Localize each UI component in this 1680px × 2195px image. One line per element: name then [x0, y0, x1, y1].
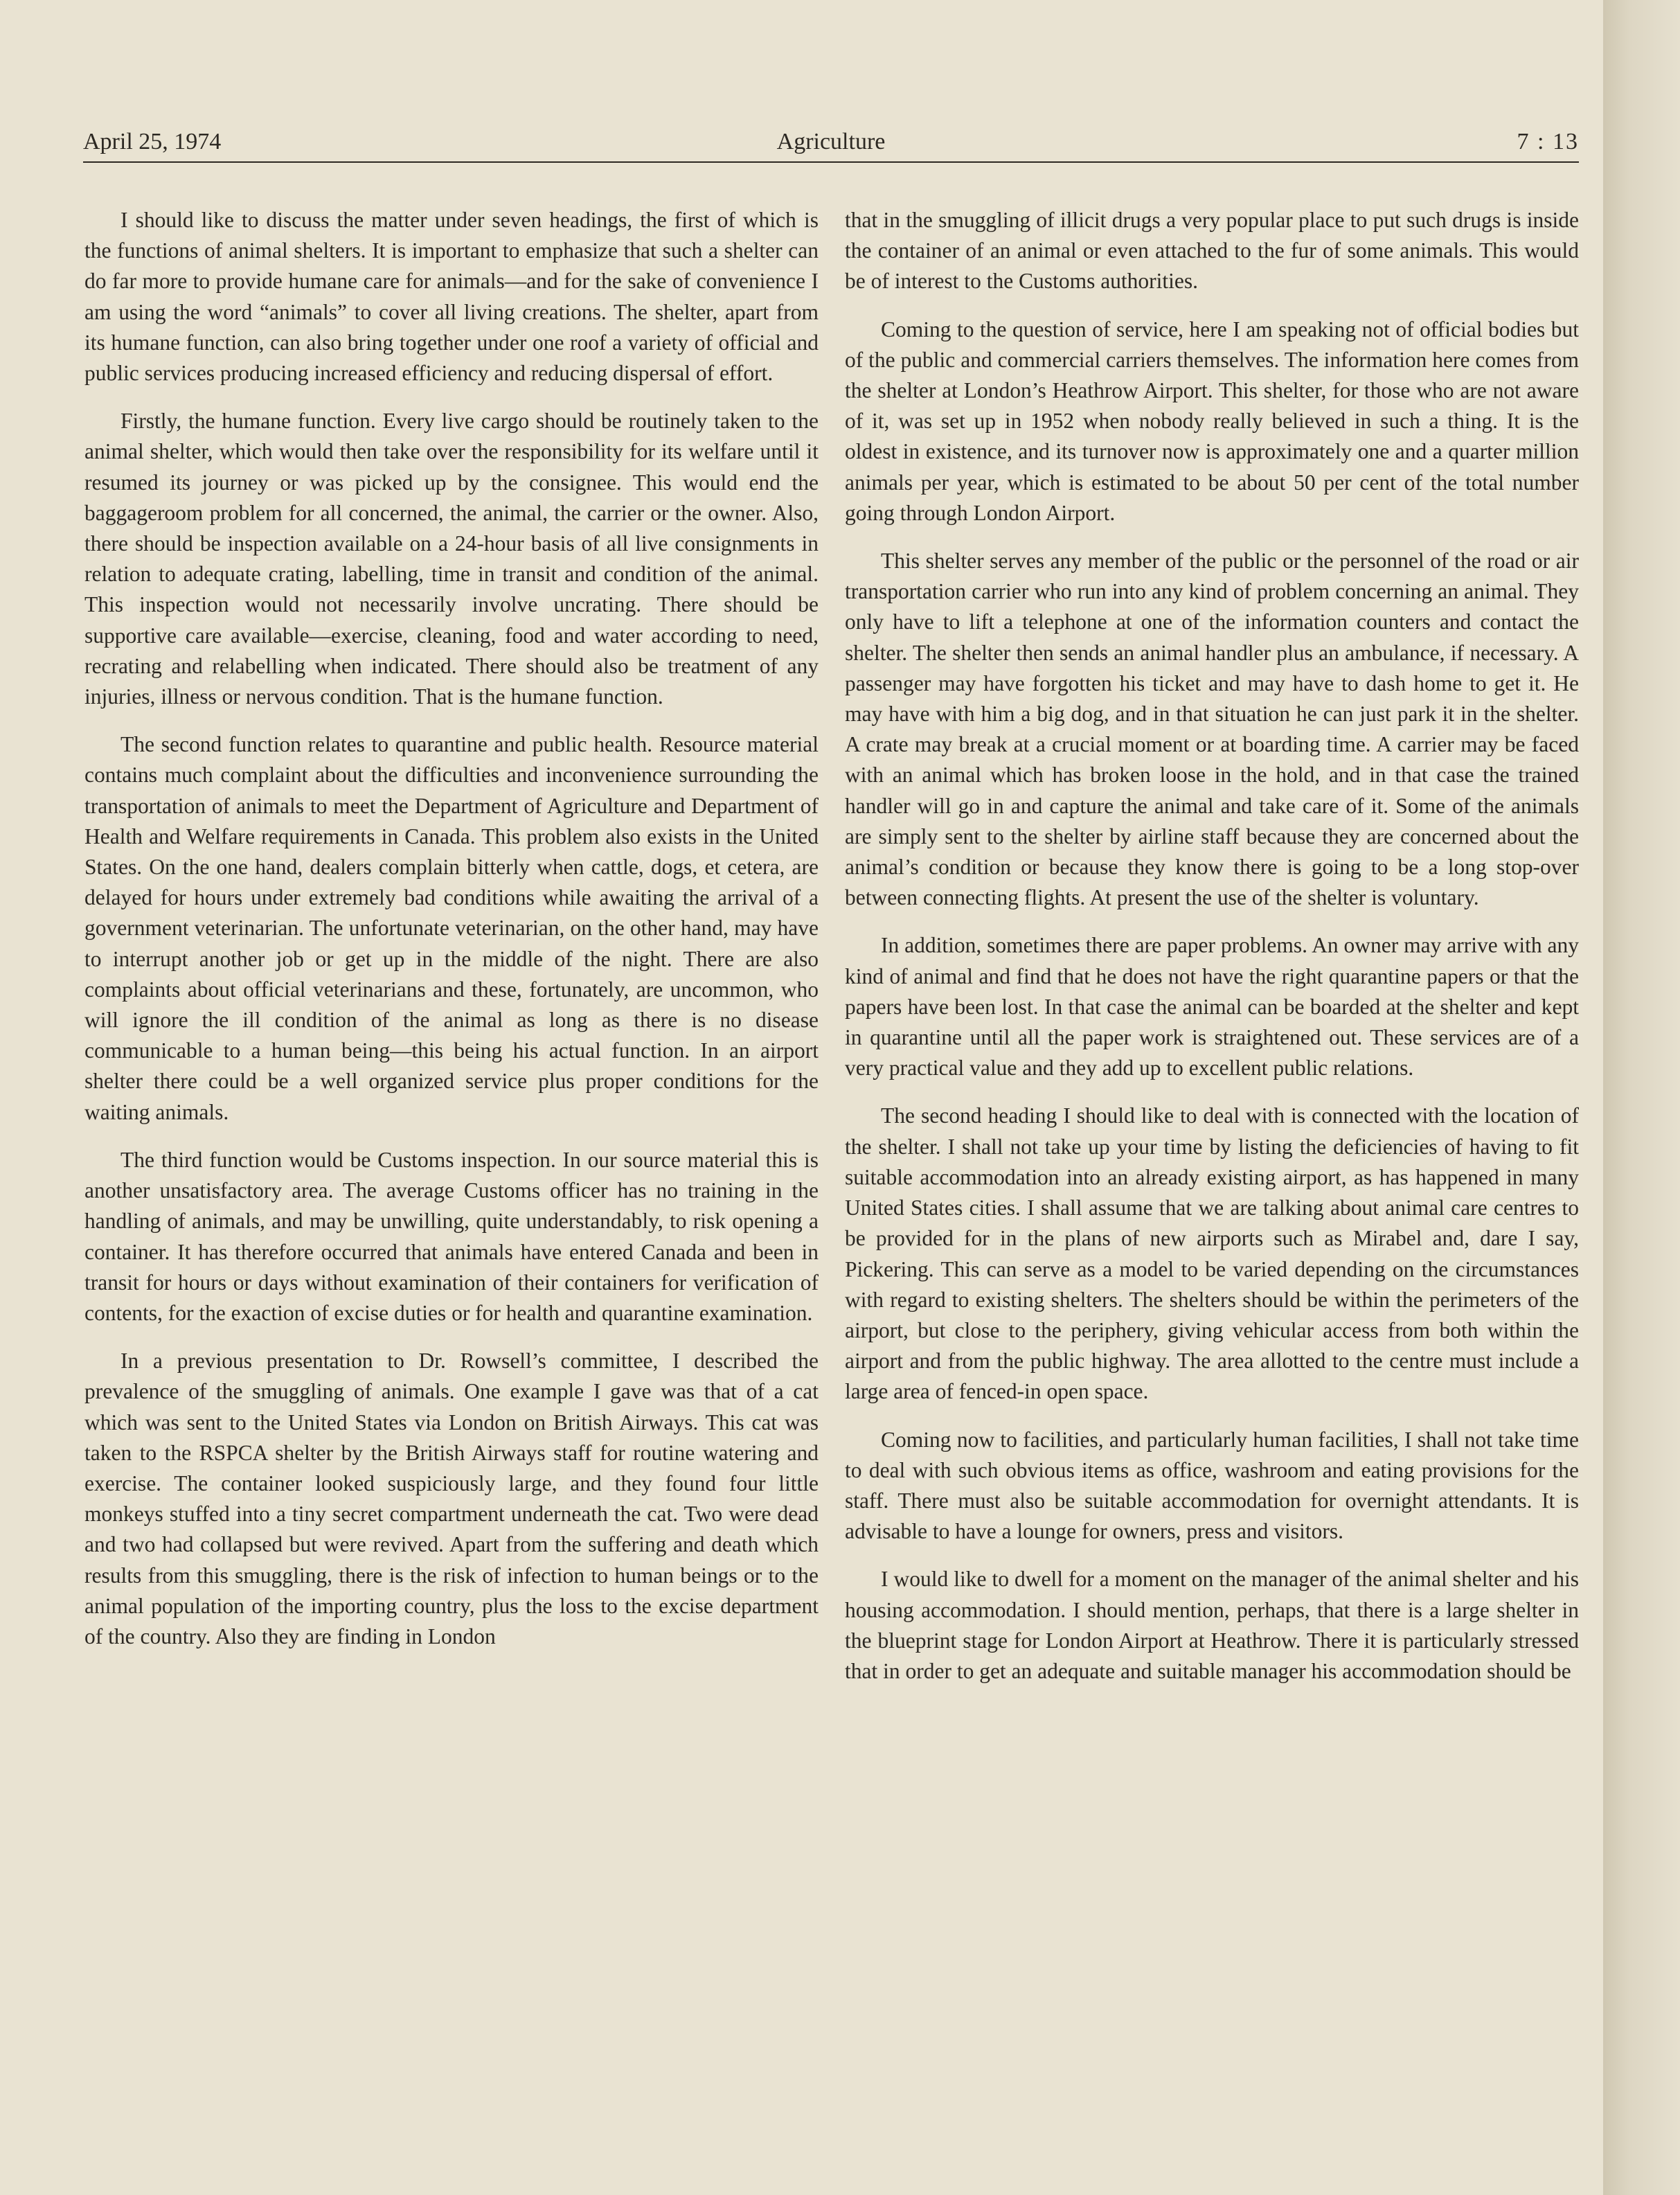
paragraph: Coming now to facilities, and particularly human facilities, I shall not take time to deal with such obvious items as office, washroom and eating provisions for the staff. There must also be suitable accommodation for overnight attendants. It is advisable to have a lounge for owners, press and visitors. — [845, 1427, 1579, 1544]
paragraph-continued: that in the smuggling of illicit drugs a very popular place to put such drugs is inside the container of an animal or even attached to the fur of some animals. This would be of interest to the Customs authorities. — [845, 208, 1579, 294]
paragraph: Firstly, the humane function. Every live cargo should be routinely taken to the animal shelter, which would then take over the responsibility for its welfare until it resumed its journey or was picked up by the consignee. This would end the baggageroom problem for all concerned, the animal, the carrier or the owner. Also, there should be inspection available on a 24-hour basis of all live consignments in relation to adequate crating, labelling, time in transit and condition of the animal. This inspection would not necessarily involve uncrating. There should be supportive care available—exercise, cleaning, food and water according to need, recrating and relabelling when indicated. There should also be treatment of any injuries, illness or nervous condition. That is the humane function. — [84, 409, 819, 709]
header-section-title: Agriculture — [776, 129, 886, 154]
paragraph: The second function relates to quarantine and public health. Resource material contains much complaint about the difficulties and inconvenience surrounding the transportation of animals to meet the Department of Agriculture and Department of Health and Welfare requirements in Canada. This problem also exists in the United States. On the one hand, dealers complain bitterly when cattle, dogs, et cetera, are delayed for hours under extremely bad conditions while awaiting the arrival of a government veterinarian. The unfortunate veterinarian, on the other hand, may have to interrupt another job or get up in the middle of the night. There are also complaints about official veterinarians and these, fortunately, are uncommon, who will ignore the ill condition of the animal as long as there is no disease communicable to a human being—this being his actual function. In an airport shelter there could be a well organized service plus proper conditions for the waiting animals. — [84, 732, 819, 1124]
paragraph: In addition, sometimes there are paper problems. An owner may arrive with any kind of animal and find that he does not have the right quarantine papers or that the papers have been lost. In that case the animal can be boarded at the shelter and kept in quarantine until all the paper work is straightened out. These services are of a very practical value and they add up to excellent public relations. — [845, 933, 1579, 1081]
left-column — [84, 205, 819, 1669]
paragraph: Coming to the question of service, here I am speaking not of official bodies but of the public and commercial carriers themselves. The information here comes from the shelter at London’s Heathrow Airport. This shelter, for those who are not aware of it, was set up in 1952 when nobody really believed in such a thing. It is the oldest in existence, and its turnover now is approximately one and a quarter million animals per year, which is estimated to be about 50 per cent of the total number going through London Airport. — [845, 317, 1579, 525]
paragraph: The third function would be Customs inspection. In our source material this is another unsatisfactory area. The average Customs officer has no training in the handling of animals, and may be unwilling, quite understandably, to risk opening a container. It has therefore occurred that animals have entered Canada and been in transit for hours or days without examination of their containers for verification of contents, for the exaction of excise duties or for health and quarantine examination. — [84, 1147, 819, 1325]
page-edge — [1603, 0, 1680, 2195]
paragraph: I should like to discuss the matter under seven headings, the first of which is the functions of animal shelters. It is important to emphasize that such a shelter can do far more to provide humane care for animals—and for the sake of convenience I am using the word “animals” to cover all living creations. The shelter, apart from its humane function, can also bring together under one roof a variety of official and public services producing increased efficiency and reducing dispersal of effort. — [84, 208, 819, 386]
header-date: April 25, 1974 — [83, 129, 222, 154]
paragraph: I would like to dwell for a moment on the manager of the animal shelter and his housing accommodation. I should mention, perhaps, that there is a large shelter in the blueprint stage for London Airport at Heathrow. There it is particularly stressed that in order to get an adequate and suitable manager his accommodation should be — [845, 1567, 1579, 1683]
paragraph: The second heading I should like to deal with is connected with the location of the shelter. I shall not take up your time by listing the deficiencies of having to fit suitable accommodation into an already existing airport, as has happened in many United States cities. I shall assume that we are talking about animal care centres to be provided for in the plans of new airports such as Mirabel and, dare I say, Pickering. This can serve as a model to be varied depending on the circumstances with regard to existing shelters. The shelters should be within the perimeters of the airport, but close to the periphery, giving vehicular access from both within the airport and from the public highway. The area allotted to the centre must include a large area of fenced-in open space. — [845, 1103, 1579, 1404]
paragraph: This shelter serves any member of the public or the personnel of the road or air transportation carrier who run into any kind of problem concerning an animal. They only have to lift a telephone at one of the information counters and contact the shelter. The shelter then sends an animal handler plus an ambulance, if necessary. A passenger may have forgotten his ticket and may have to dash home to get it. He may have with him a big dog, and in that situation he can just park it in the shelter. A crate may break at a crucial moment or at boarding time. A carrier may be faced with an animal which has broken loose in the hold, and in that case the trained handler will go in and capture the animal and take care of it. Some of the animals are simply sent to the shelter by airline staff because they are concerned about the animal’s condition or because they know there is going to be a long stop-over between connecting flights. At present the use of the shelter is voluntary. — [845, 549, 1579, 910]
page-number: 7 : 13 — [1517, 129, 1579, 154]
running-header — [83, 125, 1579, 159]
paragraph: In a previous presentation to Dr. Rowsell’s committee, I described the prevalence of the smuggling of animals. One example I gave was that of a cat which was sent to the United States via London on British Airways. This cat was taken to the RSPCA shelter by the British Airways staff for routine watering and exercise. The container looked suspiciously large, and they found four little monkeys stuffed into a tiny secret compartment underneath the cat. Two were dead and two had collapsed but were revived. Apart from the suffering and death which results from this smuggling, there is the risk of infection to human beings or to the animal population of the importing country, plus the loss to the excise department of the country. Also they are finding in London — [84, 1349, 819, 1649]
right-column — [845, 205, 1579, 1704]
header-rule — [83, 161, 1579, 163]
